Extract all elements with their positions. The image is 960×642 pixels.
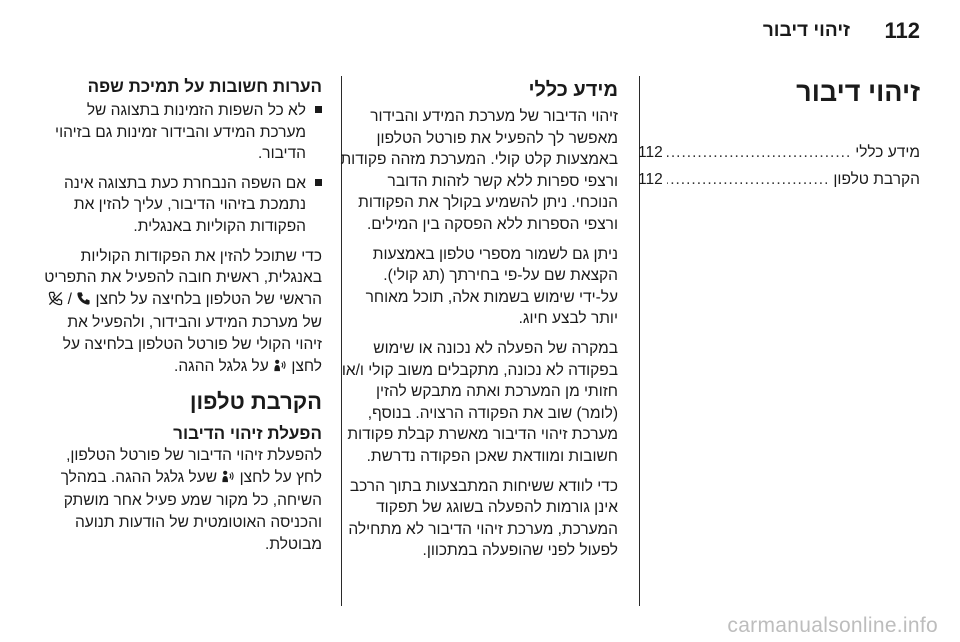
- general-info-paragraph: ניתן גם לשמור מספרי טלפון באמצעות הקצאת שם על-פי בחירתך (תג קולי). על-ידי שימוש בשמות אלה, תוכל מאוחר יותר לבצע חיוג.: [365, 245, 618, 328]
- instructions-text-end: על גלגל ההגה.: [174, 357, 269, 375]
- site-watermark: carmanualsonline.info: [727, 614, 938, 637]
- page-number: 112: [884, 18, 920, 43]
- toc-entry[interactable]: [638, 169, 920, 191]
- general-info-column: [340, 76, 618, 570]
- bullet-item: [40, 100, 322, 165]
- bullet-item: [40, 173, 322, 238]
- bullet-square-icon: [315, 179, 322, 186]
- toc-entry-page: 112: [638, 144, 663, 161]
- language-notes-title: הערות חשובות על תמיכת שפה: [87, 77, 322, 96]
- activate-voice-title: הפעלת זיהוי הדיבור: [173, 424, 322, 444]
- voice-recognition-icon: [273, 358, 287, 380]
- page-header: [0, 0, 960, 60]
- bullet-square-icon: [315, 106, 322, 113]
- toc-column: [638, 76, 920, 196]
- running-title: זיהוי דיבור: [762, 20, 850, 41]
- general-info-title: מידע כללי: [528, 79, 618, 101]
- language-instructions-paragraph: [40, 246, 322, 380]
- bullet-text: אם השפה הנבחרת כעת בתצוגה אינה נתמכת בזיהוי הדיבור, עליך להזין את הפקודות הקוליות באנגלית.: [63, 174, 306, 235]
- activate-voice-text-start: להפעלת זיהוי הדיבור של פורטל הטלפון, לחץ על לחצן: [66, 447, 322, 486]
- instructions-text-start: כדי שתוכל להזין את הפקודות הקוליות באנגלית, ראשית חובה להפעיל את התפריט הראשי של הטלפון בלחיצה על לחצן: [44, 247, 322, 308]
- general-info-paragraph: במקרה של הפעלה לא נכונה או שימוש בפקודה לא נכונה, מתקבלים משוב קולי ו/או חזותי מן המערכת ואתה מתבקש להזין (לומר) שוב את הפקודה הרצויה. בנוסף, מערכת זיהוי הדיבור מאשרת קבלת פקודות חשובות ומוודאת שאכן הפקודה נדרשת.: [341, 339, 618, 465]
- mute-icon: [48, 291, 63, 313]
- phone-portal-title: הקרבת טלפון: [189, 389, 322, 415]
- general-info-paragraph: כדי לוודא ששיחות המתבצעות בתוך הרכב אינן גורמות להפעלה בשוגג של תפקוד המערכת, מערכת זיהוי הדיבור לא מתחילה לפעול לפני שהופעלה במתכוון.: [348, 477, 618, 560]
- toc-leader-dots: [667, 142, 852, 164]
- phone-icon: [76, 291, 91, 313]
- toc-entry-page: 112: [638, 171, 663, 188]
- bullet-text: לא כל השפות הזמינות בתצוגה של מערכת המידע והבידור זמינות גם בזיהוי הדיבור.: [55, 102, 306, 163]
- toc-leader-dots: [667, 169, 830, 191]
- voice-recognition-icon: [221, 469, 235, 491]
- general-info-paragraph: זיהוי הדיבור של מערכת המידע והבידור מאפשר לך להפעיל את פורטל הטלפון באמצעות קלט קולי. המערכת מזהה פקודות ורצפי ספרות ללא קשר לזהות הדובר הנוכחי. ניתן להשמיע בקולך את הפקודות ורצפי הספרות ללא הפסקה בין המילים.: [340, 108, 618, 233]
- toc-title: זיהוי דיבור: [796, 77, 920, 107]
- activate-voice-paragraph: [40, 445, 322, 555]
- icon-separator: /: [67, 290, 72, 308]
- toc-entry[interactable]: [638, 142, 920, 164]
- instructions-text-mid: של מערכת המידע והבידור, ולהפעיל את זיהוי הקולי של פורטל הטלפון בלחיצה על לחצן: [62, 314, 322, 375]
- toc-entry-label: מידע כללי: [855, 144, 920, 161]
- notes-column: [40, 76, 322, 563]
- activate-voice-text-end: שעל גלגל ההגה. במהלך השיחה, כל מקור שמע פעיל אחר מושתק והכניסה האוטומטית של הודעות תנועה מבוטלת.: [60, 468, 322, 553]
- toc-entry-label: הקרבת טלפון: [833, 171, 920, 188]
